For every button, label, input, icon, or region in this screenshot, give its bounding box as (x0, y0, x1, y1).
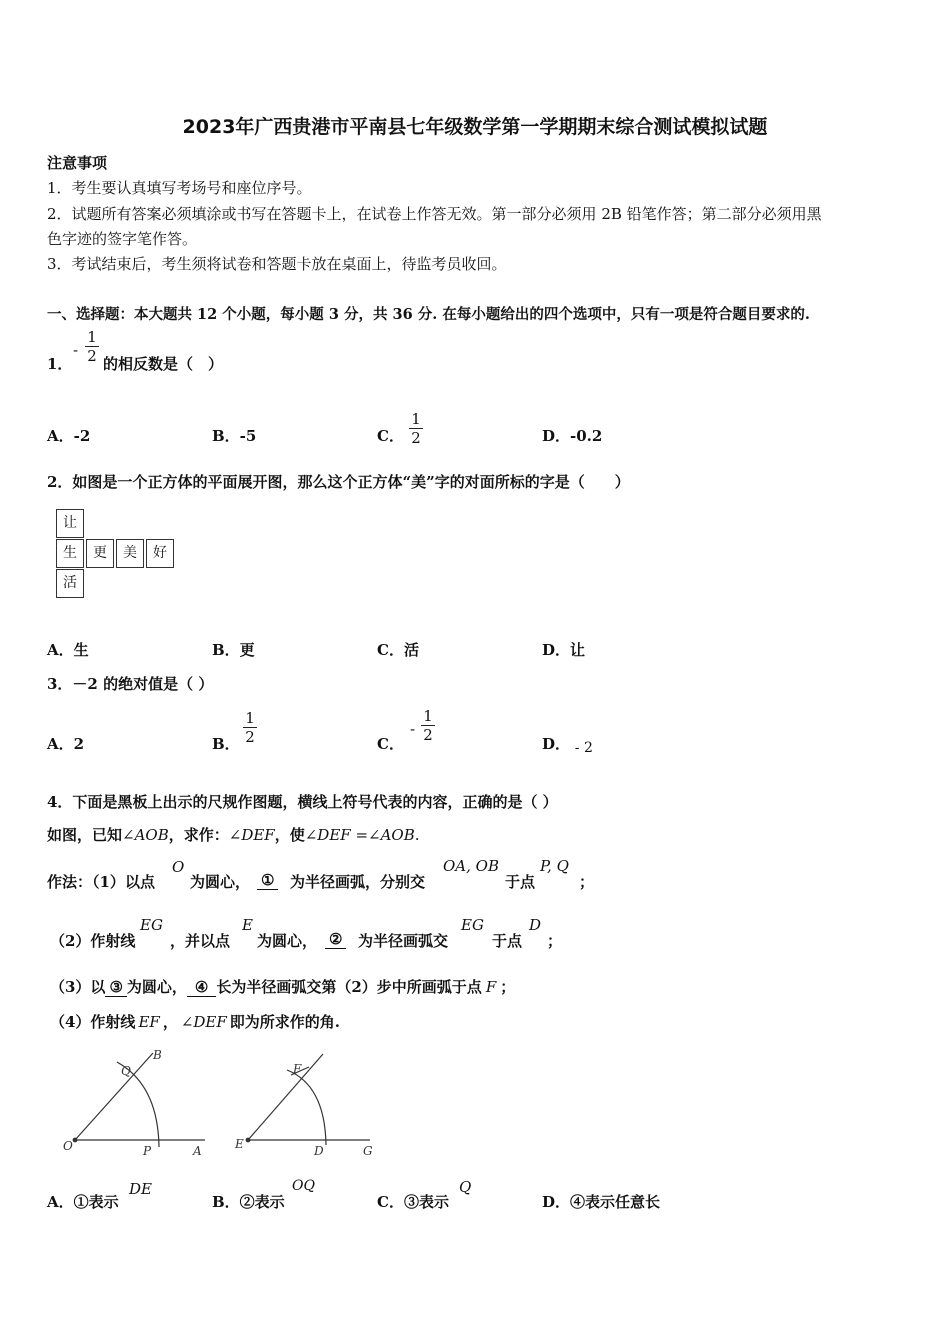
math: EG (461, 916, 484, 934)
q2-option-a[interactable]: A．生 (47, 641, 89, 659)
text: ，使 (274, 826, 305, 844)
blank-4: ④ (187, 978, 216, 997)
label-g: G (363, 1144, 373, 1158)
net-cell: 生 (56, 539, 84, 568)
point-e (246, 1138, 250, 1142)
option-label: C．③表示 (377, 1193, 449, 1211)
net-cell: 让 (56, 509, 84, 538)
fraction-numerator: 1 (411, 410, 421, 428)
math: ∠AOB (122, 826, 169, 844)
q4-option-d[interactable]: D．④表示任意长 (542, 1193, 661, 1211)
q4-step-1 (47, 856, 647, 890)
net-cell: 活 (56, 569, 84, 598)
math: ∠DEF (228, 826, 275, 844)
math: Q (459, 1178, 472, 1196)
option-label: B． (212, 735, 240, 753)
cube-net (56, 509, 181, 604)
text: 即为所求作的角. (229, 1013, 341, 1031)
math: D (529, 916, 542, 934)
net-cell: 美 (116, 539, 144, 568)
q3-option-d[interactable] (542, 733, 593, 754)
text: 为圆心， (257, 932, 318, 950)
q3-option-a[interactable]: A．2 (47, 735, 85, 753)
fraction (409, 410, 423, 447)
option-label: C． (377, 427, 404, 445)
math: ∠DEF (180, 1013, 227, 1031)
option-label: C． (377, 735, 404, 753)
option-value: - 2 (574, 740, 593, 756)
fraction (243, 709, 257, 746)
question-number: 1． (47, 355, 73, 373)
q4-given (47, 824, 420, 845)
label-b: B (153, 1048, 162, 1062)
text: 长为半径画弧交第（2）步中所画弧于点 (216, 978, 482, 996)
label-o: O (63, 1139, 73, 1153)
point-o (73, 1138, 77, 1142)
text: ； (500, 978, 516, 996)
fraction (421, 707, 435, 744)
blank-2: ② (325, 930, 346, 949)
text: ； (547, 932, 563, 950)
text: 于点 (505, 873, 536, 891)
text: 为半径画弧交 (358, 932, 449, 950)
fraction (85, 328, 99, 365)
math: EF (138, 1013, 160, 1031)
label-q: Q (121, 1064, 131, 1078)
construction-figures (55, 1045, 385, 1165)
notice-heading: 注意事项 (47, 154, 108, 172)
fraction-numerator: 1 (87, 328, 97, 346)
math: DE (129, 1180, 152, 1198)
blank-3: ③ (105, 978, 126, 997)
text: （4）作射线 (50, 1013, 136, 1031)
text: ，求作： (168, 826, 229, 844)
notice-item-2: 2．试题所有答案必须填涂或书写在答题卡上，在试卷上作答无效。第一部分必须用 2B 铅笔作答；第二部分必须用黑 (47, 205, 822, 223)
notice-item-1: 1．考生要认真填写考场号和座位序号。 (47, 179, 312, 197)
label-d: D (314, 1144, 324, 1158)
text: 为半径画弧，分别交 (290, 873, 426, 891)
q4-step-3 (50, 976, 650, 998)
arc-d (287, 1070, 326, 1145)
q4-option-c[interactable] (377, 1178, 527, 1212)
math: EG (140, 916, 163, 934)
figure-angle-def (246, 1054, 370, 1145)
fraction-denominator: 2 (423, 726, 433, 744)
math: F (485, 978, 497, 996)
question-2: 2．如图是一个正方体的平面展开图，那么这个正方体“美”字的对面所标的字是（ ） (47, 473, 630, 491)
text: 为圆心， (190, 873, 251, 891)
math: OQ (292, 1178, 315, 1194)
text: 为圆心， (126, 978, 187, 996)
q4-step-4 (50, 1011, 340, 1032)
text: . (414, 826, 420, 844)
page-title: 2023年广西贵港市平南县七年级数学第一学期期末综合测试模拟试题 (182, 116, 768, 138)
text: ， (162, 1013, 178, 1031)
text: （2）作射线 (50, 932, 136, 950)
notice-item-2-cont: 色字迹的签字笔作答。 (47, 230, 198, 248)
figure-angle-aob (73, 1053, 205, 1147)
option-label: B．②表示 (212, 1193, 285, 1211)
section-heading: 一、选择题：本大题共 12 个小题，每小题 3 分，共 36 分. 在每小题给出的四个选项中，只有一项是符合题目要求的. (47, 306, 810, 323)
q1-option-a[interactable]: A．-2 (47, 427, 91, 445)
ray-ef (248, 1054, 323, 1140)
question-text: 的相反数是（ ） (103, 355, 224, 373)
minus-sign: - (73, 341, 79, 359)
net-cell: 好 (146, 539, 174, 568)
text: ； (579, 873, 595, 891)
question-3: 3．－2 的绝对值是（ ） (47, 675, 214, 693)
notice-item-3: 3．考试结束后，考生须将试卷和答题卡放在桌面上，待监考员收回。 (47, 255, 507, 273)
net-cell: 更 (86, 539, 114, 568)
text: 于点 (492, 932, 523, 950)
fraction-numerator: 1 (245, 709, 255, 727)
option-label: A．①表示 (47, 1193, 119, 1211)
q4-option-a[interactable] (47, 1178, 197, 1212)
math: P, Q (540, 857, 569, 875)
label-p: P (143, 1144, 152, 1158)
fraction-denominator: 2 (411, 429, 421, 447)
label-f: F (293, 1062, 302, 1076)
text: ，并以点 (170, 932, 231, 950)
q2-option-b[interactable]: B．更 (212, 641, 255, 659)
math: E (242, 916, 253, 934)
q4-step-2 (50, 915, 650, 949)
label-a: A (193, 1144, 202, 1158)
math: ∠DEF =∠AOB (304, 826, 415, 844)
option-label: D． (542, 735, 571, 753)
minus-sign: - (410, 720, 416, 738)
math: OA, OB (443, 857, 499, 875)
q1-option-d[interactable]: D．-0.2 (542, 427, 603, 445)
ray-ob (75, 1053, 153, 1140)
text: 如图，已知 (47, 826, 123, 844)
fraction-denominator: 2 (87, 347, 97, 365)
q2-option-c[interactable]: C．活 (377, 641, 419, 659)
q4-option-b[interactable] (212, 1178, 362, 1212)
fraction-numerator: 1 (423, 707, 433, 725)
question-4: 4．下面是黑板上出示的尺规作图题，横线上符号代表的内容，正确的是（ ） (47, 793, 558, 811)
blank-1: ① (257, 871, 278, 890)
label-e: E (235, 1137, 244, 1151)
fraction-denominator: 2 (245, 728, 255, 746)
text: 作法：（1）以点 (47, 873, 155, 891)
q1-option-b[interactable]: B．-5 (212, 427, 257, 445)
math: O (172, 858, 185, 876)
q2-option-d[interactable]: D．让 (542, 641, 586, 659)
text: （3）以 (50, 978, 106, 996)
